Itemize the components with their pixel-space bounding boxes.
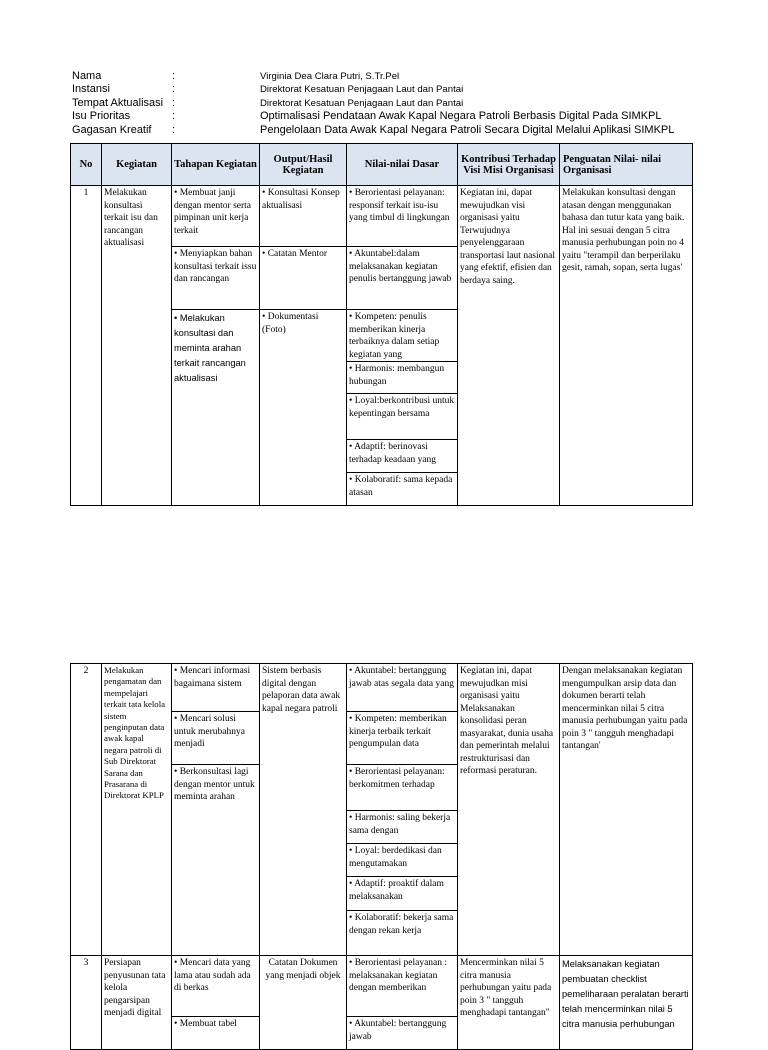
nilai-item: • Kolaboratif: bekerja sama dengan rekan kerja xyxy=(347,911,457,955)
output-item: • Catatan Mentor xyxy=(260,247,346,310)
kegiatan-cell: Persiapan penyusunan tata kelola pengarsipan menjadi digital xyxy=(102,956,172,1050)
nilai-item: • Berorientasi pelayanan: responsif terkait isu-isu yang timbul di lingkungan xyxy=(347,186,457,247)
header-nilai: Nilai-nilai Dasar xyxy=(347,144,458,186)
nilai-item: • Kompeten: memberikan kinerja terbaik terkait pengumpulan data xyxy=(347,712,457,765)
tahapan-item: • Menyiapkan bahan konsultasi terkait issu dan rancangan xyxy=(172,247,259,310)
penguatan-cell: Melakukan konsultasi dengan atasan dengan menggunakan bahasa dan tutur kata yang baik. Hal ini sesuai dengan 5 citra manusia perhubungan poin no 4 yaitu "terampil dan berperilaku gesit, ramah, sopan, serta lugas' xyxy=(560,186,693,506)
value-instansi: Direktorat Kesatuan Penjagaan Laut dan Pantai xyxy=(260,84,464,96)
penguatan-cell: Dengan melaksanakan kegiatan mengumpulkan arsip data dan dokumen berarti telah mencerminkan nilai 5 citra manusia perhubungan yaitu pada poin 3 " tangguh menghadapi tantangan' xyxy=(560,664,693,956)
header-tahapan: Tahapan Kegiatan xyxy=(172,144,260,186)
header-output: Output/Hasil Kegiatan xyxy=(260,144,347,186)
header-no: No xyxy=(71,144,102,186)
kegiatan-cell: Melakukan konsultasi terkait isu dan rancangan aktualisasi xyxy=(102,186,172,506)
output-cell xyxy=(260,186,347,506)
label-tempat: Tempat Aktualisasi xyxy=(72,96,164,109)
nilai-item: • Adaptif: proaktif dalam melaksanakan xyxy=(347,877,457,911)
tahapan-item: • Melakukan konsultasi dan meminta arahan terkait rancangan aktualisasi xyxy=(172,310,259,384)
actualization-table-2 xyxy=(70,663,693,1050)
tahapan-cell xyxy=(172,956,260,1050)
label-isu: Isu Prioritas xyxy=(72,110,131,123)
row-number: 2 xyxy=(71,664,102,956)
tahapan-item: • Mencari data yang lama atau sudah ada di berkas xyxy=(172,956,259,1017)
colon: : xyxy=(172,123,176,136)
header-kontribusi: Kontribusi Terhadap Visi Misi Organisasi xyxy=(458,144,560,186)
kontribusi-cell: Kegiatan ini, dapat mewujudkan misi organisasi yaitu Melaksanakan konsolidasi peran masyarakat, dunia usaha dan pemerintah melalui restrukturisasi dan reformasi peraturan. xyxy=(458,664,560,956)
nilai-cell xyxy=(347,186,458,506)
row-number: 3 xyxy=(71,956,102,1050)
colon: : xyxy=(172,96,176,109)
output-cell: Catatan Dokumen yang menjadi objek xyxy=(260,956,347,1050)
label-gagasan: Gagasan Kreatif xyxy=(72,123,152,136)
header-row-gagasan xyxy=(72,124,768,137)
nilai-item: • Berorientasi pelayanan: berkomitmen terhadap xyxy=(347,765,457,811)
value-isu: Optimalisasi Pendataan Awak Kapal Negara Patroli Berbasis Digital Pada SIMKPL xyxy=(260,110,662,123)
header-penguatan: Penguatan Nilai- nilai Organisasi xyxy=(560,144,693,186)
table-row xyxy=(71,664,693,956)
row-number: 1 xyxy=(71,186,102,506)
colon: : xyxy=(172,83,176,96)
tahapan-item: • Mencari solusi untuk merubahnya menjadi xyxy=(172,712,259,765)
tahapan-item: • Mencari informasi bagaimana sistem xyxy=(172,664,259,712)
table-row xyxy=(71,956,693,1050)
colon: : xyxy=(172,110,176,123)
header-row-isu xyxy=(72,110,768,123)
nilai-item: • Loyal:berkontribusi untuk kepentingan bersama xyxy=(347,394,457,440)
output-item: • Konsultasi Konsep aktualisasi xyxy=(260,186,346,247)
output-cell: Sistem berbasis digital dengan pelaporan data awak kapal negara patroli xyxy=(260,664,347,956)
nilai-cell xyxy=(347,664,458,956)
tahapan-cell xyxy=(172,664,260,956)
kontribusi-cell: Mencerminkan nilai 5 citra manusia perhubungan yaitu pada poin 3 " tangguh menghadapi tantangan" xyxy=(458,956,560,1050)
nilai-item: • Harmonis: membangun hubungan xyxy=(347,362,457,394)
colon: : xyxy=(172,70,176,82)
nilai-item: • Harmonis: saling bekerja sama dengan xyxy=(347,811,457,844)
header-kegiatan: Kegiatan xyxy=(102,144,172,186)
table-row xyxy=(71,186,693,506)
value-gagasan: Pengelolaan Data Awak Kapal Negara Patroli Secara Digital Melalui Aplikasi SIMKPL xyxy=(260,123,675,136)
header-row-nama xyxy=(72,70,768,83)
nilai-item: • Berorientasi pelayanan : melaksanakan kegiatan dengan memberikan xyxy=(347,956,457,1017)
actualization-table-1 xyxy=(70,143,693,506)
output-item: • Dokumentasi (Foto) xyxy=(260,310,346,352)
kegiatan-cell: Melakukan pengamatan dan mempelajari terkait tata kelola sistem penginputan data awak kapal negara patroli di Sub Direktorat Sarana dan Prasarana di Direktorat KPLP xyxy=(102,664,172,956)
tahapan-item: • Berkonsultasi lagi dengan mentor untuk meminta arahan xyxy=(172,765,259,837)
tahapan-item: • Membuat janji dengan mentor serta pimpinan unit kerja terkait xyxy=(172,186,259,247)
nilai-item: • Kompeten: penulis memberikan kinerja terbaiknya dalam setiap kegiatan yang xyxy=(347,310,457,362)
header-row-tempat xyxy=(72,97,768,110)
table-header-row xyxy=(71,144,693,186)
tahapan-cell xyxy=(172,186,260,506)
value-tempat: Direktorat Kesatuan Penjagaan Laut dan Pantai xyxy=(260,97,464,109)
nilai-cell xyxy=(347,956,458,1050)
label-nama: Nama xyxy=(72,70,102,82)
nilai-item: • Akuntabel: bertanggung jawab xyxy=(347,1017,457,1049)
header-row-instansi xyxy=(72,83,768,96)
penguatan-cell: Melaksanakan kegiatan pembuatan checklist pemeliharaan peralatan berarti telah mencerminkan nilai 5 citra manusia perhubungan xyxy=(560,956,693,1050)
nilai-item: • Akuntabel:dalam melaksanakan kegiatan penulis bertanggung jawab xyxy=(347,247,457,310)
tahapan-item: • Membuat tabel xyxy=(172,1017,259,1049)
nilai-item: • Akuntabel: bertanggung jawab atas segala data yang xyxy=(347,664,457,712)
nilai-item: • Loyal: berdedikasi dan mengutamakan xyxy=(347,844,457,877)
kontribusi-cell: Kegiatan ini, dapat mewujudkan visi organisasi yaitu Terwujudnya penyelenggaraan transportasi laut nasional yang efektif, efisien dan berdaya saing. xyxy=(458,186,560,506)
nilai-item: • Adaptif: berinovasi terhadap keadaan yang xyxy=(347,440,457,473)
nilai-item: • Kolaboratif: sama kepada atasan xyxy=(347,473,457,505)
header-info xyxy=(72,70,768,137)
label-instansi: Instansi xyxy=(72,83,110,96)
value-nama: Virginia Dea Clara Putri, S.Tr.Pel xyxy=(260,71,400,82)
